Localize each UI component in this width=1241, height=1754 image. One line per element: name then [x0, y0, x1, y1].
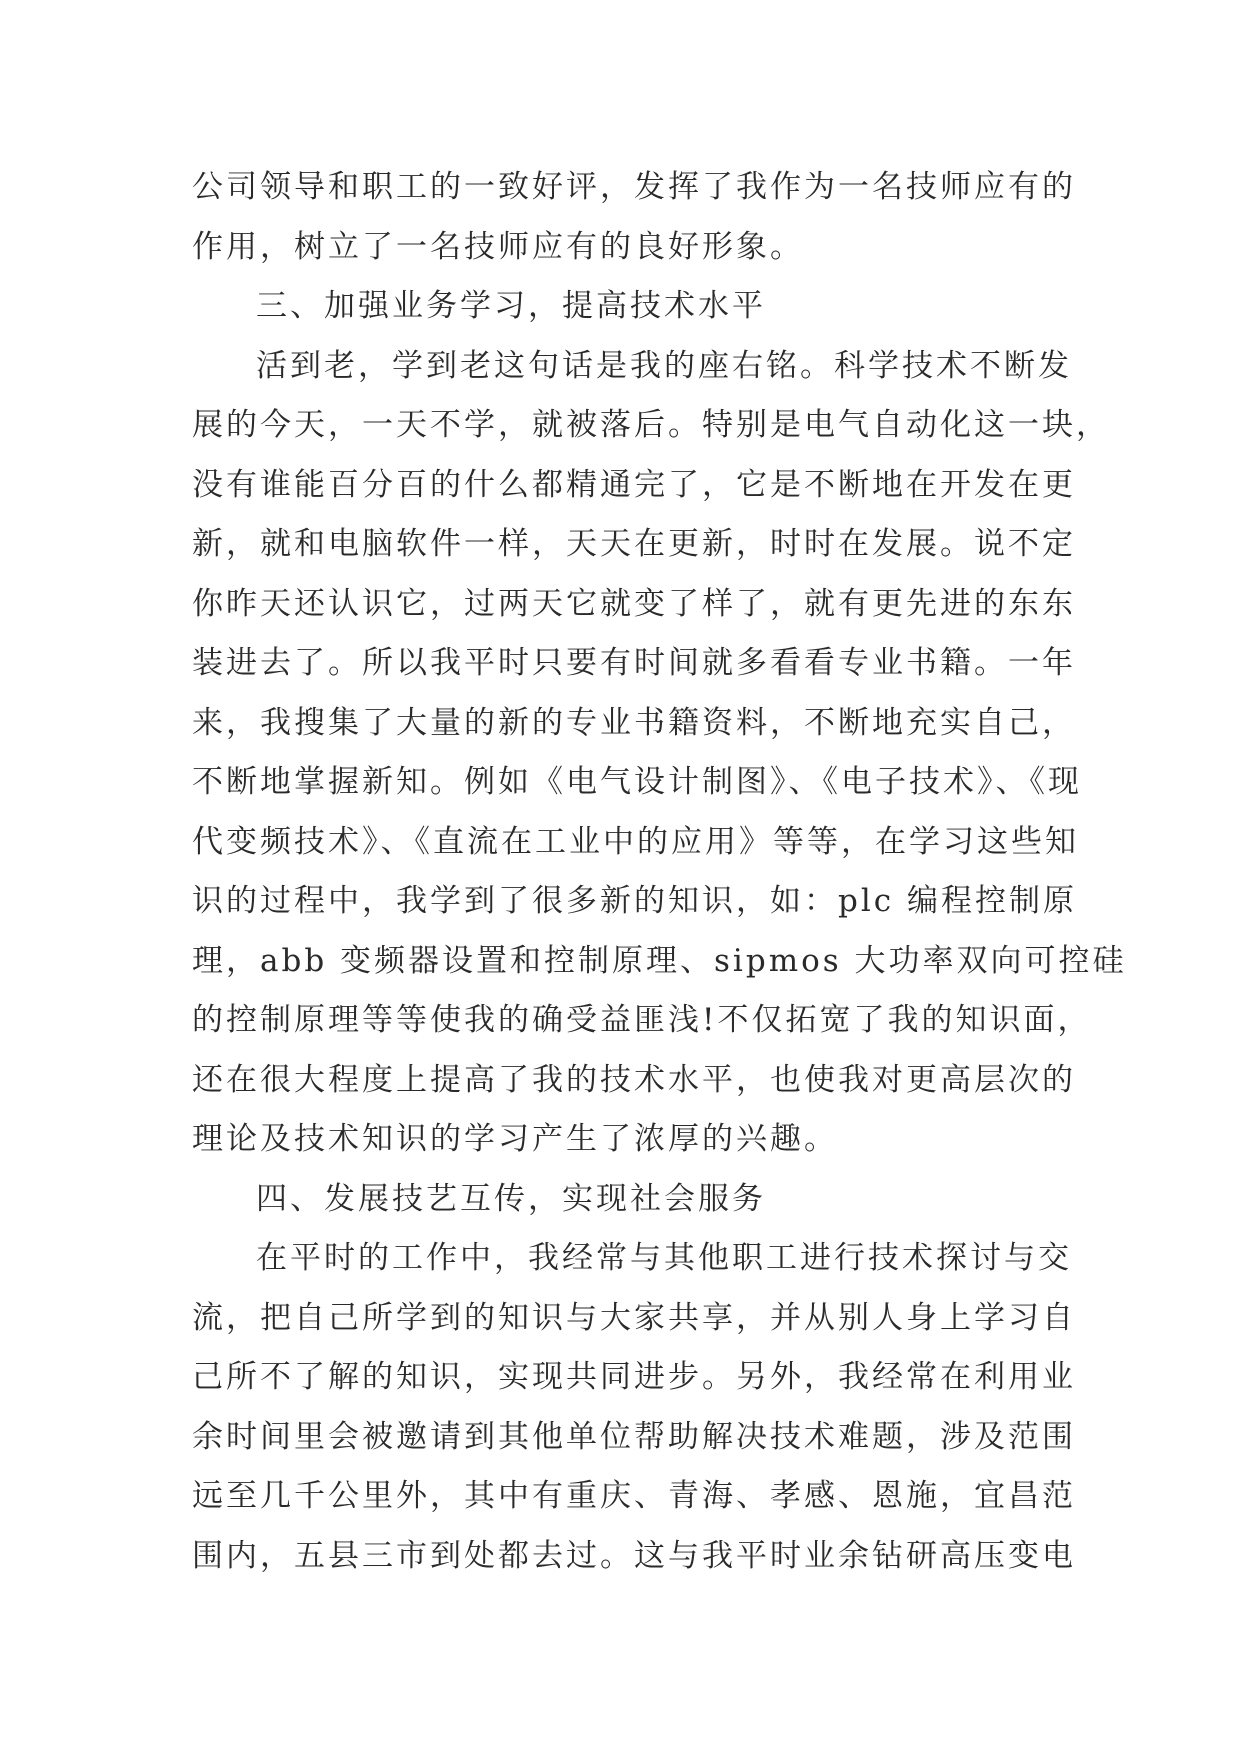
text-line: 作用，树立了一名技师应有的良好形象。	[192, 228, 804, 265]
text-line: 还在很大程度上提高了我的技术水平，也使我对更高层次的	[192, 1061, 1076, 1098]
text-line: 远至几千公里外，其中有重庆、青海、孝感、恩施，宜昌范	[192, 1478, 1076, 1514]
text-line: 装进去了。所以我平时只要有时间就多看看专业书籍。一年	[192, 645, 1076, 681]
text-line: 没有谁能百分百的什么都精通完了，它是不断地在开发在更	[192, 466, 1076, 503]
text-line: 新，就和电脑软件一样，天天在更新，时时在发展。说不定	[192, 526, 1076, 562]
text-line: 流，把自己所学到的知识与大家共享，并从别人身上学习自	[192, 1299, 1076, 1336]
text-line: 不断地掌握新知。例如《电气设计制图》、《电子技术》、《现	[192, 764, 1082, 800]
text-line: 公司领导和职工的一致好评，发挥了我作为一名技师应有的	[192, 169, 1076, 205]
text-line: 活到老，学到老这句话是我的座右铭。科学技术不断发	[256, 347, 1072, 384]
text-line: 代变频技术》、《直流在工业中的应用》等等，在学习这些知	[192, 823, 1079, 860]
body-text	[192, 158, 1127, 1586]
section-heading-3: 三、加强业务学习，提高技术水平	[256, 288, 766, 324]
text-line: 己所不了解的知识，实现共同进步。另外，我经常在利用业	[192, 1359, 1076, 1395]
text-line: 来，我搜集了大量的新的专业书籍资料，不断地充实自己，	[192, 704, 1076, 741]
section-heading-4: 四、发展技艺互传，实现社会服务	[256, 1180, 766, 1217]
text-line: 余时间里会被邀请到其他单位帮助解决技术难题，涉及范围	[192, 1418, 1076, 1455]
text-line: 在平时的工作中，我经常与其他职工进行技术探讨与交	[256, 1240, 1072, 1276]
text-line: 理，abb 变频器设置和控制原理、sipmos 大功率双向可控硅	[192, 942, 1127, 979]
text-line: 的控制原理等等使我的确受益匪浅!不仅拓宽了我的知识面，	[192, 1002, 1092, 1038]
text-line: 识的过程中，我学到了很多新的知识，如：plc 编程控制原	[192, 883, 1077, 919]
text-line: 你昨天还认识它，过两天它就变了样了，就有更先进的东东	[192, 585, 1076, 622]
text-line: 展的今天，一天不学，就被落后。特别是电气自动化这一块，	[192, 407, 1110, 443]
text-line: 理论及技术知识的学习产生了浓厚的兴趣。	[192, 1121, 838, 1157]
text-line: 围内，五县三市到处都去过。这与我平时业余钻研高压变电	[192, 1537, 1076, 1574]
